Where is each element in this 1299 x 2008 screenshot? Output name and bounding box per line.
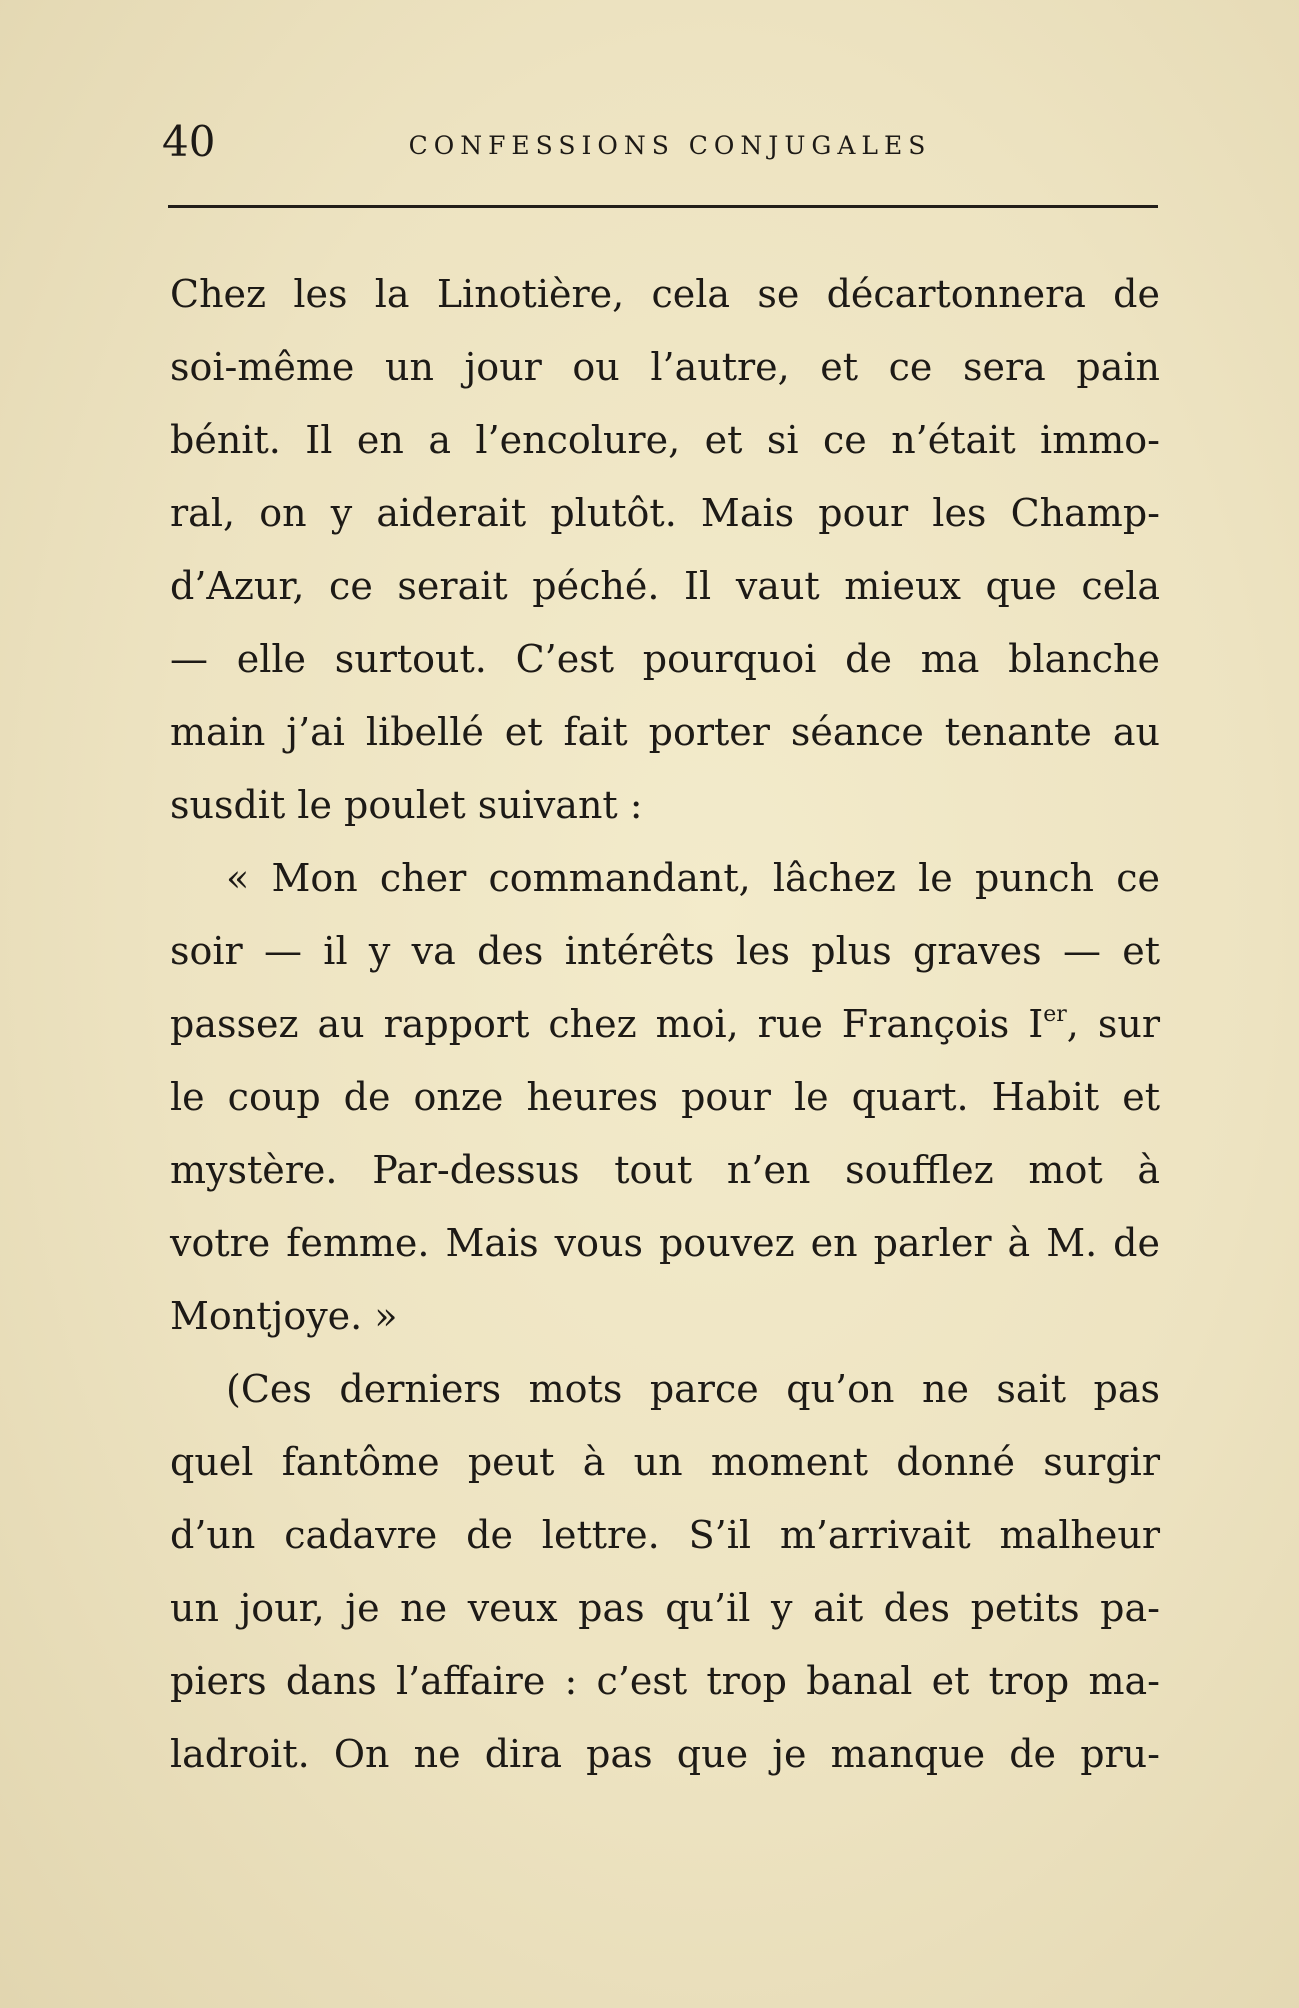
text-line: votre femme. Mais vous pouvez en parler à M. de bbox=[170, 1221, 1160, 1265]
text-line: ladroit. On ne dira pas que je manque de pru- bbox=[170, 1732, 1160, 1776]
header-rule bbox=[168, 205, 1158, 208]
text-line: soi-même un jour ou l’autre, et ce sera pain bbox=[170, 345, 1160, 389]
page-number: 40 bbox=[162, 117, 216, 166]
text-line: — elle surtout. C’est pourquoi de ma blanche bbox=[170, 637, 1160, 681]
superscript: er bbox=[1043, 1002, 1067, 1027]
text-line: Chez les la Linotière, cela se décartonnera de bbox=[170, 272, 1160, 316]
running-title: CONFESSIONS CONJUGALES bbox=[408, 131, 932, 160]
text-line: (Ces derniers mots parce qu’on ne sait pas bbox=[226, 1367, 1160, 1411]
text-line: mystère. Par-dessus tout n’en soufflez mot à bbox=[170, 1148, 1160, 1192]
body-text bbox=[170, 258, 1160, 1791]
text-fragment: passez au rapport chez moi, rue François I bbox=[170, 1002, 1044, 1046]
text-line bbox=[170, 988, 1160, 1061]
text-line: susdit le poulet suivant : bbox=[170, 783, 643, 827]
text-line: Montjoye. » bbox=[170, 1294, 398, 1338]
text-line: d’un cadavre de lettre. S’il m’arrivait malheur bbox=[170, 1513, 1160, 1557]
text-line: d’Azur, ce serait péché. Il vaut mieux que cela bbox=[170, 564, 1160, 608]
text-line: soir — il y va des intérêts les plus graves — et bbox=[170, 929, 1160, 973]
text-line: le coup de onze heures pour le quart. Habit et bbox=[170, 1075, 1160, 1119]
text-line: bénit. Il en a l’encolure, et si ce n’était immo- bbox=[170, 418, 1160, 462]
text-line: un jour, je ne veux pas qu’il y ait des petits pa- bbox=[170, 1586, 1160, 1630]
text-line: « Mon cher commandant, lâchez le punch ce bbox=[226, 856, 1160, 900]
text-fragment: , sur bbox=[1066, 1002, 1160, 1046]
text-line: ral, on y aiderait plutôt. Mais pour les Champ- bbox=[170, 491, 1160, 535]
text-line: piers dans l’affaire : c’est trop banal et trop ma- bbox=[170, 1659, 1160, 1703]
text-line: main j’ai libellé et fait porter séance tenante au bbox=[170, 710, 1160, 754]
text-line: quel fantôme peut à un moment donné surgir bbox=[170, 1440, 1160, 1484]
